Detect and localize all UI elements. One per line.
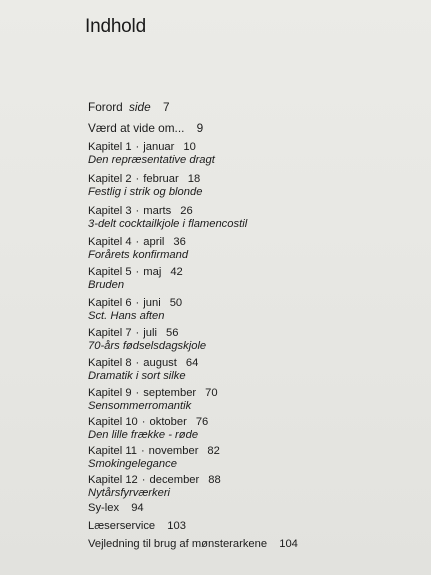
toc-entry-forord [88,101,170,114]
chapter-number: Kapitel 1 [88,141,132,153]
chapter-subtitle: Festlig i strik og blonde [88,186,203,198]
toc-entry-sylex [88,502,144,515]
separator: · [140,445,145,457]
entry-label: Sy-lex [88,502,120,514]
toc-entry-chapter-10 [88,416,208,442]
toc-entry-chapter-1 [88,141,215,167]
chapter-month: juli [143,327,157,339]
chapter-page: 50 [169,297,183,309]
chapter-month: august [143,357,177,369]
toc-entry-chapter-8 [88,357,198,383]
chapter-number: Kapitel 3 [88,205,132,217]
separator: · [135,236,140,248]
entry-page: 9 [196,121,204,135]
chapter-month: marts [143,205,172,217]
page-title: Indhold [85,16,146,37]
chapter-subtitle: Smokingelegance [88,458,177,470]
chapter-subtitle: Den repræsentative dragt [88,154,215,166]
separator: · [135,141,140,153]
chapter-subtitle: Sensommerromantik [88,400,192,412]
separator: · [135,357,140,369]
separator: · [135,266,140,278]
chapter-number: Kapitel 11 [88,445,137,457]
chapter-page: 70 [205,387,218,399]
chapter-subtitle: Forårets konfirmand [88,249,189,261]
chapter-page: 64 [185,357,199,369]
toc-entry-chapter-12 [88,474,221,500]
entry-label: Forord [88,100,123,114]
chapter-number: Kapitel 4 [88,236,132,248]
chapter-subtitle: Nytårsfyrværkeri [88,487,171,499]
chapter-page: 36 [173,236,186,248]
toc-entry-chapter-2 [88,173,202,199]
entry-label: Læserservice [88,520,156,532]
chapter-page: 88 [208,474,221,486]
chapter-month: oktober [149,416,187,428]
toc-entry-chapter-11 [88,445,220,471]
chapter-number: Kapitel 6 [88,297,132,309]
separator: · [141,474,146,486]
toc-entry-chapter-7 [88,327,206,353]
chapter-subtitle: Den lille frække - røde [88,429,199,441]
chapter-month: februar [143,173,179,185]
entry-page: 103 [167,520,186,532]
separator: · [135,297,140,309]
entry-page: 94 [131,502,144,514]
chapter-page: 56 [165,327,179,339]
chapter-page: 18 [187,173,201,185]
separator: · [135,205,140,217]
toc-entry-chapter-4 [88,236,188,262]
toc-entry-vejledning [88,538,298,551]
separator: · [135,327,140,339]
chapter-subtitle: Bruden [88,279,125,291]
chapter-number: Kapitel 2 [88,173,132,185]
entry-label: Værd at vide om... [88,121,185,135]
chapter-month: maj [143,266,162,278]
chapter-number: Kapitel 9 [88,387,132,399]
entry-page: 104 [279,538,298,550]
chapter-page: 26 [180,205,193,217]
chapter-month: januar [143,141,175,153]
toc-entry-chapter-3 [88,205,247,231]
chapter-subtitle: 70-års fødselsdagskjole [88,340,207,352]
chapter-number: Kapitel 8 [88,357,132,369]
chapter-subtitle: Sct. Hans aften [88,310,165,322]
entry-page: 7 [162,100,170,114]
toc-entry-chapter-6 [88,297,182,323]
chapter-month: november [148,445,199,457]
chapter-number: Kapitel 5 [88,266,132,278]
chapter-month: april [143,236,165,248]
chapter-number: Kapitel 7 [88,327,132,339]
separator: · [135,173,140,185]
chapter-page: 10 [183,141,196,153]
side-word: side [129,100,151,114]
chapter-month: juni [143,297,161,309]
chapter-subtitle: 3-delt cocktailkjole i flamencostil [88,218,248,230]
chapter-month: december [149,474,200,486]
chapter-page: 76 [195,416,209,428]
toc-entry-vaerd [88,122,203,135]
toc-entry-laeserservice [88,520,186,533]
chapter-page: 82 [207,445,220,457]
entry-label: Vejledning til brug af mønsterarkene [88,538,268,550]
chapter-subtitle: Dramatik i sort silke [88,370,186,382]
chapter-page: 42 [170,266,183,278]
separator: · [135,387,140,399]
separator: · [141,416,146,428]
toc-entry-chapter-9 [88,387,218,413]
chapter-number: Kapitel 12 [88,474,138,486]
chapter-number: Kapitel 10 [88,416,138,428]
chapter-month: september [143,387,197,399]
toc-entry-chapter-5 [88,266,183,292]
